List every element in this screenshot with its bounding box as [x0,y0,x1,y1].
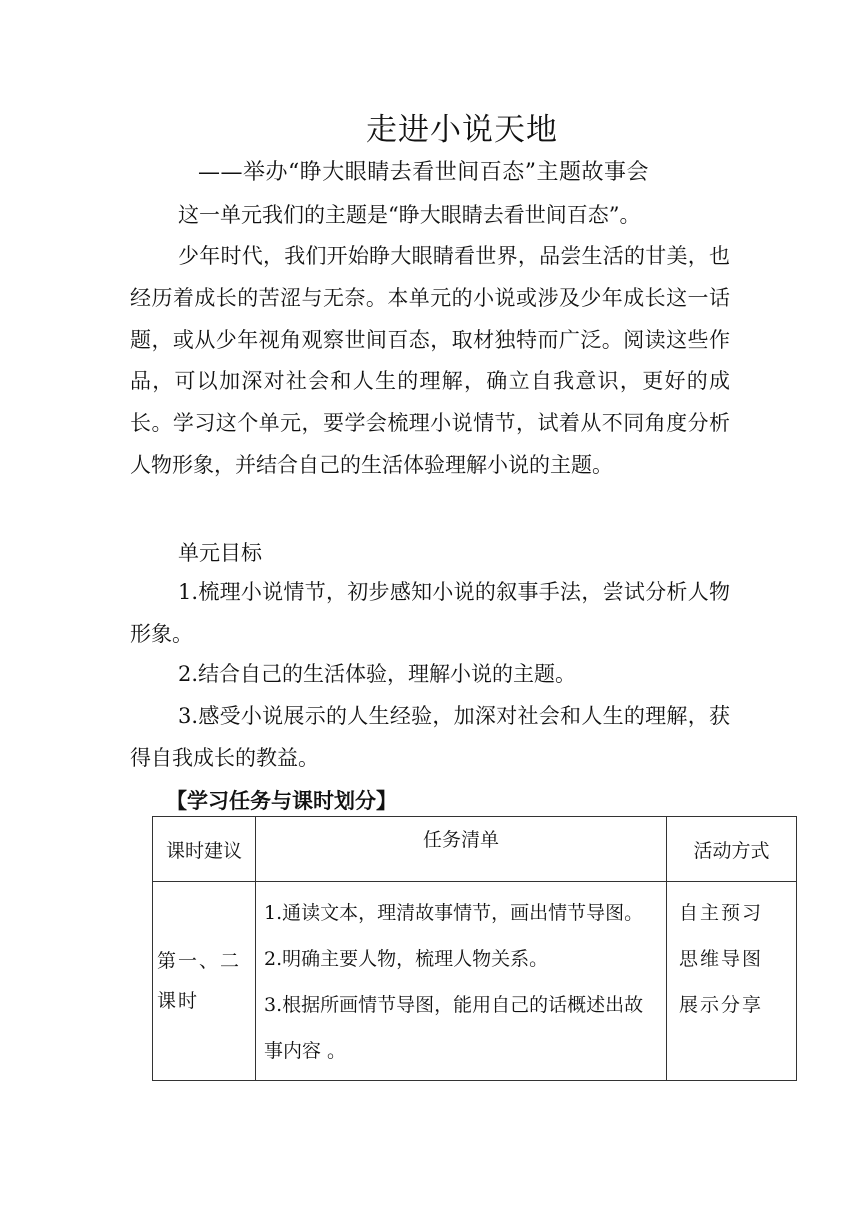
goal-item-2: 2.结合自己的生活体验，理解小说的主题。 [178,662,577,686]
goal-item-3: 3.感受小说展示的人生经验，加深对社会和人生的理解，获得自我成长的教益。 [130,704,730,770]
task-item-1: 1.通读文本，理清故事情节，画出情节导图。 [264,902,644,924]
period-cell: 第一、二课时 [153,882,256,1081]
goals-heading: 单元目标 [178,541,262,565]
header-tasks: 任务清单 [256,817,667,882]
document-subtitle: ——举办“睁大眼睛去看世间百态”主题故事会 [198,160,649,185]
header-period: 课时建议 [153,817,256,882]
document-title: 走进小说天地 [366,112,558,148]
intro-paragraph: 这一单元我们的主题是“睁大眼睛去看世间百态”。 [178,203,641,227]
task-table [152,816,797,1081]
method-item-2: 思维导图 [679,948,764,970]
body-paragraph: 少年时代，我们开始睁大眼睛看世界，品尝生活的甘美，也经历着成长的苦涩与无奈。本单元的小说或涉及少年成长这一话题，或从少年视角观察世间百态，取材独特而广泛。阅读这些作品，可以加深对社会和人生的理解，确立自我意识，更好的成长。学习这个单元，要学会梳理小说情节，试着从不同角度分析人物形象，并结合自己的生活体验理解小说的主题。 [130,244,730,477]
header-methods: 活动方式 [667,817,797,882]
task-item-3: 3.根据所画情节导图，能用自己的话概述出故事内容 。 [264,994,644,1062]
method-item-1: 自主预习 [679,902,764,924]
methods-cell [667,882,797,1081]
tasks-cell [256,882,667,1081]
table-header-row [153,817,797,882]
table-row [153,882,797,1081]
table-title: 【学习任务与课时划分】 [166,789,397,813]
method-item-3: 展示分享 [679,994,764,1016]
goal-item-1: 1.梳理小说情节，初步感知小说的叙事手法，尝试分析人物形象。 [130,580,730,646]
task-item-2: 2.明确主要人物，梳理人物关系。 [264,948,549,970]
